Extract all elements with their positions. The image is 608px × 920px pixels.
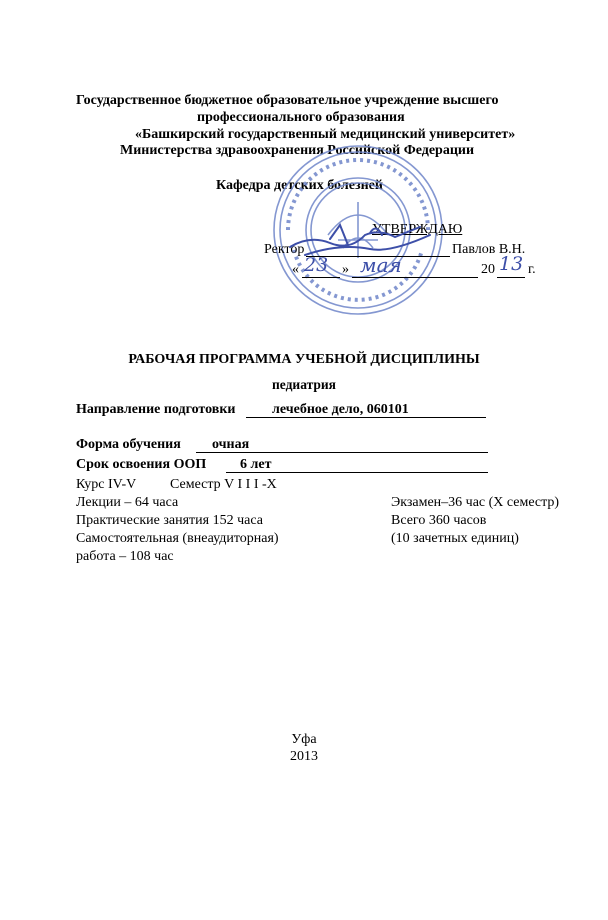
selfwork-info-line2: работа – 108 час — [76, 549, 174, 564]
program-title: РАБОЧАЯ ПРОГРАММА УЧЕБНОЙ ДИСЦИПЛИНЫ — [128, 352, 480, 367]
date-quote-close: » — [342, 262, 349, 277]
publication-year: 2013 — [290, 749, 318, 764]
credits-info: (10 зачетных единиц) — [391, 531, 519, 546]
approval-month: мая — [360, 253, 402, 277]
course-info: Курс IV-V — [76, 477, 137, 492]
institution-name-line2: профессионального образования — [197, 110, 405, 125]
rector-label: Ректор — [264, 242, 305, 257]
year-unit: г. — [528, 262, 536, 277]
exam-info: Экзамен–36 час (X семестр) — [391, 495, 560, 510]
lectures-info: Лекции – 64 часа — [76, 495, 179, 510]
selfwork-info-line1: Самостоятельная (внеаудиторная) — [76, 531, 279, 546]
duration-label: Срок освоения ООП — [76, 457, 207, 472]
discipline-name: педиатрия — [272, 377, 336, 392]
form-label: Форма обучения — [76, 437, 181, 452]
practice-info: Практические занятия 152 часа — [76, 513, 263, 528]
university-name: «Башкирский государственный медицинский университет» — [135, 127, 516, 142]
year-underline — [497, 277, 525, 278]
form-value: очная — [212, 437, 250, 452]
ministry-name: Министерства здравоохранения Российской Федерации — [120, 143, 475, 158]
total-hours-info: Всего 360 часов — [391, 513, 487, 528]
date-quote-open: « — [292, 262, 299, 277]
day-underline — [302, 277, 340, 278]
semester-info: Семестр V I I I -X — [170, 477, 277, 492]
approval-day: 23 — [304, 254, 329, 276]
approval-title: УТВЕРЖДАЮ — [372, 222, 463, 237]
city: Уфа — [291, 732, 317, 747]
rector-name: Павлов В.Н. — [452, 242, 526, 257]
year-prefix: 20 — [481, 262, 495, 277]
approval-year-suffix: 13 — [499, 253, 524, 275]
month-underline — [352, 277, 478, 278]
duration-value: 6 лет — [240, 457, 272, 472]
direction-value: лечебное дело, 060101 — [272, 402, 409, 417]
department-name: Кафедра детских болезней — [216, 178, 383, 193]
direction-label: Направление подготовки — [76, 402, 236, 417]
institution-name-line1: Государственное бюджетное образовательное учреждение высшего — [76, 93, 499, 108]
